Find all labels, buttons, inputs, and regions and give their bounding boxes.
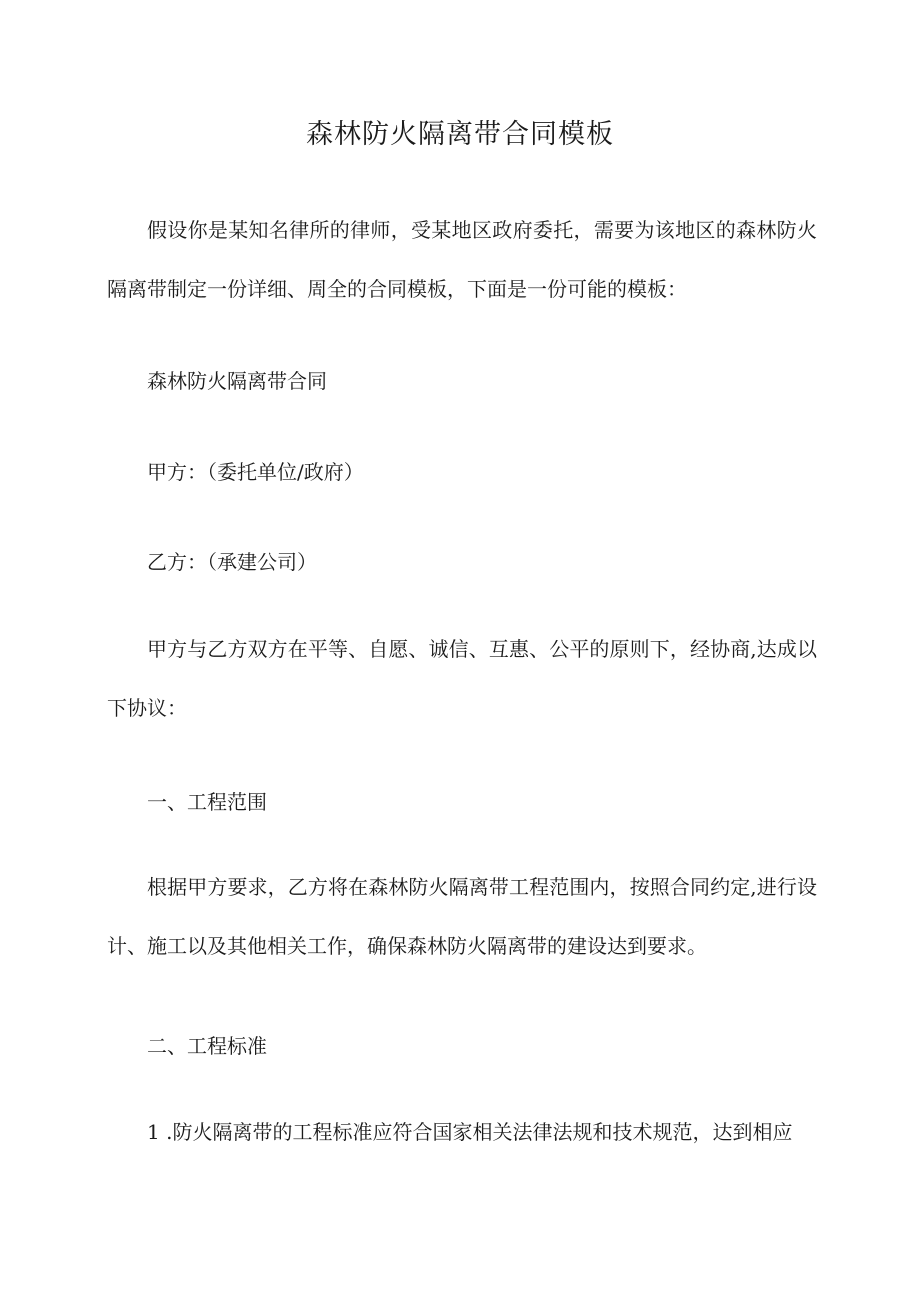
document-title: 森林防火隔离带合同模板 [306,119,614,150]
party-b-line: 乙方：（承建公司） [147,550,317,574]
section2-item1: 1 .防火隔离带的工程标准应符合国家相关法律法规和技术规范，达到相应 [147,1120,793,1144]
agreement-paragraph: 甲方与乙方双方在平等、自愿、诚信、互惠、公平的原则下，经协商,达成以下协议： [107,637,817,720]
contract-name: 森林防火隔离带合同 [147,369,327,393]
party-a-line: 甲方：（委托单位/政府） [147,460,364,484]
section1-heading: 一、工程范围 [147,790,267,814]
section2-heading: 二、工程标准 [147,1034,267,1058]
intro-paragraph: 假设你是某知名律所的律师，受某地区政府委托，需要为该地区的森林防火隔离带制定一份详细、周全的合同模板，下面是一份可能的模板： [107,218,817,301]
section1-body: 根据甲方要求，乙方将在森林防火隔离带工程范围内，按照合同约定,进行设计、施工以及其他相关工作，确保森林防火隔离带的建设达到要求。 [107,875,817,958]
